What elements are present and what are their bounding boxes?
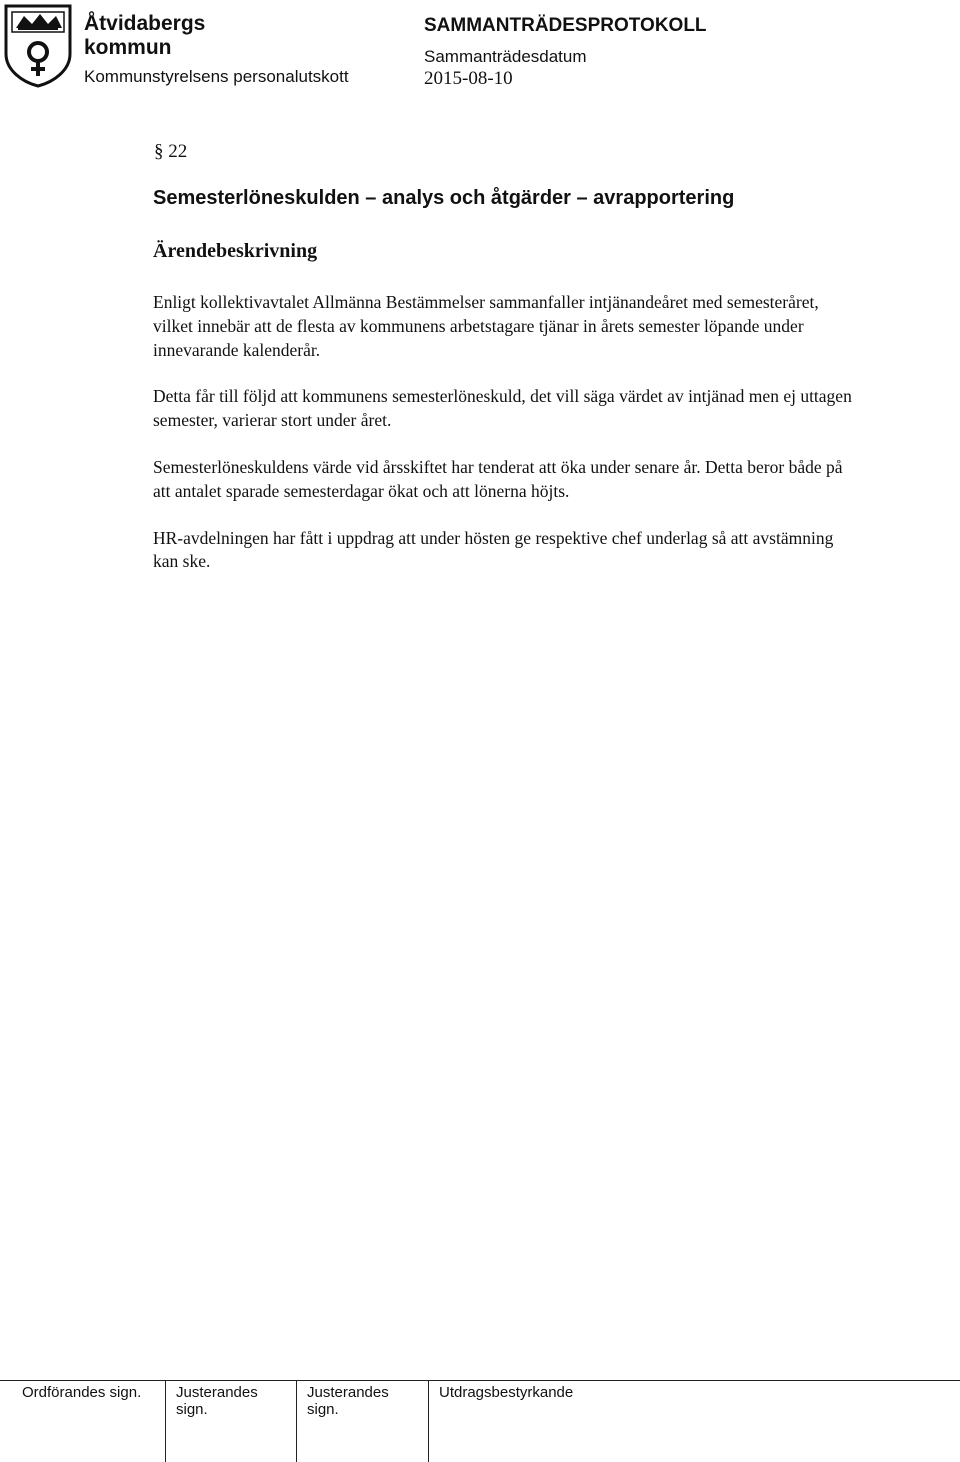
signature-label-sub: sign. bbox=[176, 1401, 208, 1418]
body-paragraph: Detta får till följd att kommunens semesterlöneskuld, det vill säga värdet av intjänad men ej uttagen semester, varierar stort under året. bbox=[153, 386, 852, 431]
municipal-coat-of-arms-icon bbox=[2, 2, 74, 88]
organization-name-line2: kommun bbox=[84, 36, 172, 59]
document-type: SAMMANTRÄDESPROTOKOLL bbox=[424, 15, 707, 36]
organization-name bbox=[84, 12, 205, 60]
signature-footer bbox=[0, 1380, 960, 1462]
signature-label: Justerandes bbox=[176, 1384, 258, 1401]
signature-label: Utdragsbestyrkande bbox=[439, 1384, 574, 1401]
body-text bbox=[153, 291, 853, 597]
signature-label: Justerandes bbox=[307, 1384, 389, 1401]
paragraph-number: § 22 bbox=[154, 141, 188, 162]
body-paragraph: Enligt kollektivavtalet Allmänna Bestämmelser sammanfaller intjänandeåret med semesteråret, vilket innebär att de flesta av kommunens arbetstagare tjänar in årets semester löpande under innevarande kalenderår. bbox=[153, 292, 819, 360]
body-paragraph: HR-avdelningen har fått i uppdrag att under hösten ge respektive chef underlag så att avstämning kan ske. bbox=[153, 527, 834, 572]
signature-cell-adjuster-2 bbox=[296, 1381, 428, 1462]
meeting-date-label: Sammanträdesdatum bbox=[424, 47, 587, 66]
section-subheading: Ärendebeskrivning bbox=[153, 240, 318, 262]
signature-label-sub: sign. bbox=[307, 1401, 339, 1418]
organization-name-line1: Åtvidabergs bbox=[84, 12, 206, 35]
signature-cell-chair bbox=[0, 1381, 165, 1462]
document-header bbox=[0, 0, 960, 92]
section-title: Semesterlöneskulden – analys och åtgärder – avrapportering bbox=[153, 187, 735, 209]
signature-label: Ordförandes sign. bbox=[22, 1384, 142, 1401]
organization-unit: Kommunstyrelsens personalutskott bbox=[84, 67, 349, 86]
signature-cell-certifier bbox=[428, 1381, 960, 1462]
body-paragraph: Semesterlöneskuldens värde vid årsskiftet har tenderat att öka under senare år. Detta beror både på att antalet sparade semesterdagar ökat och att lönerna höjts. bbox=[153, 456, 843, 501]
meeting-date-value: 2015-08-10 bbox=[424, 68, 513, 89]
signature-cell-adjuster-1 bbox=[165, 1381, 296, 1462]
